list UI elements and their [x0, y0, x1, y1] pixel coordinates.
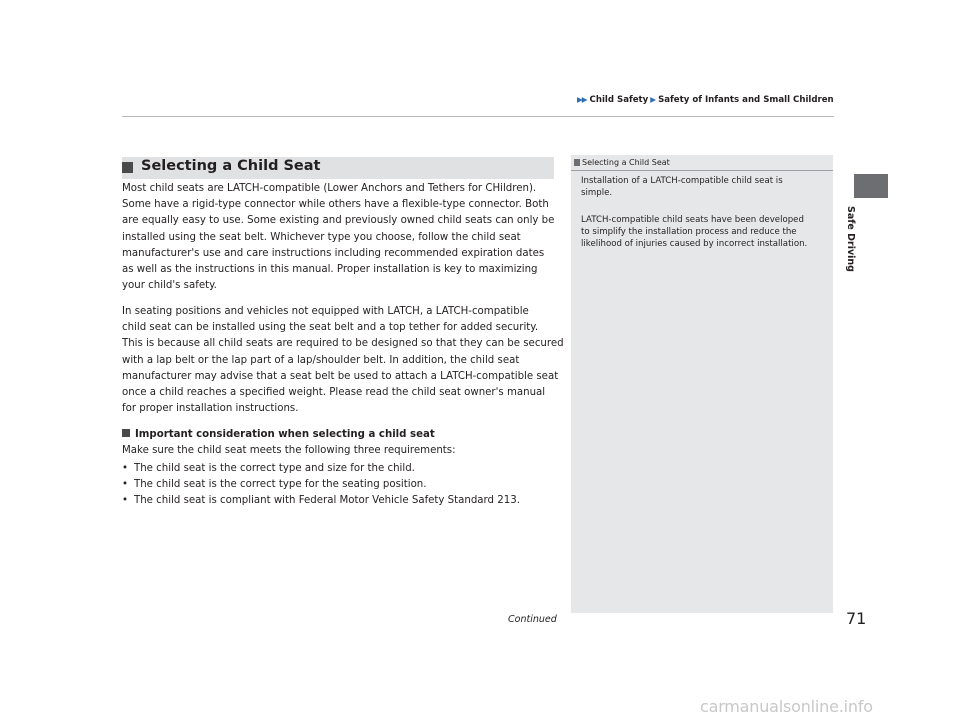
list-item-text: The child seat is the correct type and size for the child.: [134, 463, 415, 474]
list-item: [122, 477, 520, 493]
note-line: likelihood of injuries caused by incorrect installation.: [581, 239, 808, 250]
paragraph-line: manufacturer's use and care instructions including recommended expiration dates: [122, 247, 545, 259]
list-item-text: The child seat is compliant with Federal Motor Vehicle Safety Standard 213.: [134, 495, 520, 507]
note-marker-icon: [574, 159, 580, 166]
paragraph-line: In seating positions and vehicles not equipped with LATCH, a LATCH-compatible: [122, 306, 529, 317]
chapter-tab-marker: [854, 174, 888, 198]
subsection-heading: [122, 429, 435, 440]
sidebar-note-heading-text: Selecting a Child Seat: [582, 158, 670, 167]
breadcrumb-arrow-icon: ▶: [650, 95, 656, 104]
sidebar-note-paragraph: [581, 175, 821, 199]
paragraph-line: for proper installation instructions.: [122, 403, 299, 415]
paragraph-line: your child's safety.: [122, 280, 217, 292]
breadcrumb: [577, 95, 834, 105]
requirements-intro: Make sure the child seat meets the following three requirements:: [122, 445, 456, 456]
paragraph-line: as well as the instructions in this manual. Proper installation is key to maximizing: [122, 264, 538, 276]
sidebar-note-heading: [574, 158, 670, 167]
requirements-list: [122, 461, 520, 510]
paragraph-line: child seat can be installed using the seat belt and a top tether for added security.: [122, 322, 539, 334]
note-line: Installation of a LATCH-compatible child seat is: [581, 176, 783, 186]
section-heading-bar: [122, 157, 554, 179]
list-item: [122, 493, 520, 509]
list-item: [122, 461, 520, 477]
paragraph-non-latch: [122, 304, 564, 417]
sidebar-note-divider: [571, 170, 833, 171]
note-line: LATCH-compatible child seats have been developed: [581, 215, 804, 225]
paragraph-line: Most child seats are LATCH-compatible (Lower Anchors and Tethers for CHildren).: [122, 183, 537, 194]
watermark-text: carmanualsonline.info: [700, 697, 873, 716]
chapter-side-label-text: Safe Driving: [845, 206, 856, 272]
subsection-heading-text: Important consideration when selecting a child seat: [135, 429, 435, 440]
paragraph-line: This is because all child seats are required to be designed so that they can be secured: [122, 338, 564, 350]
subsection-square-icon: [122, 429, 130, 437]
sidebar-note-paragraph: [581, 214, 821, 251]
bullet-icon: •: [122, 463, 129, 474]
breadcrumb-item-safety-of-infants[interactable]: Safety of Infants and Small Children: [658, 95, 834, 105]
continued-label: Continued: [508, 614, 557, 625]
paragraph-latch-overview: [122, 181, 556, 294]
page-number: 71: [846, 609, 867, 628]
breadcrumb-arrow-icon: ▶▶: [577, 95, 587, 104]
bullet-icon: •: [122, 479, 129, 491]
list-item-text: The child seat is the correct type for the seating position.: [134, 479, 427, 491]
section-square-icon: [122, 162, 133, 173]
breadcrumb-item-child-safety[interactable]: Child Safety: [589, 95, 649, 105]
paragraph-line: once a child reaches a specified weight. Please read the child seat owner's manual: [122, 387, 546, 399]
chapter-side-label: [845, 206, 867, 272]
section-title: Selecting a Child Seat: [141, 158, 321, 174]
note-line: to simplify the installation process and reduce the: [581, 227, 797, 238]
bullet-icon: •: [122, 495, 129, 507]
note-line: simple.: [581, 188, 613, 199]
paragraph-line: with a lap belt or the lap part of a lap/shoulder belt. In addition, the child seat: [122, 354, 520, 366]
paragraph-line: are equally easy to use. Some existing and previously owned child seats can only be: [122, 215, 555, 227]
sidebar-note-box: [571, 155, 833, 613]
paragraph-line: installed using the seat belt. Whichever type you choose, follow the child seat: [122, 231, 521, 243]
header-divider: [122, 116, 834, 117]
paragraph-line: manufacturer may advise that a seat belt be used to attach a LATCH-compatible seat: [122, 370, 559, 382]
paragraph-line: Some have a rigid-type connector while others have a flexible-type connector. Both: [122, 199, 549, 211]
